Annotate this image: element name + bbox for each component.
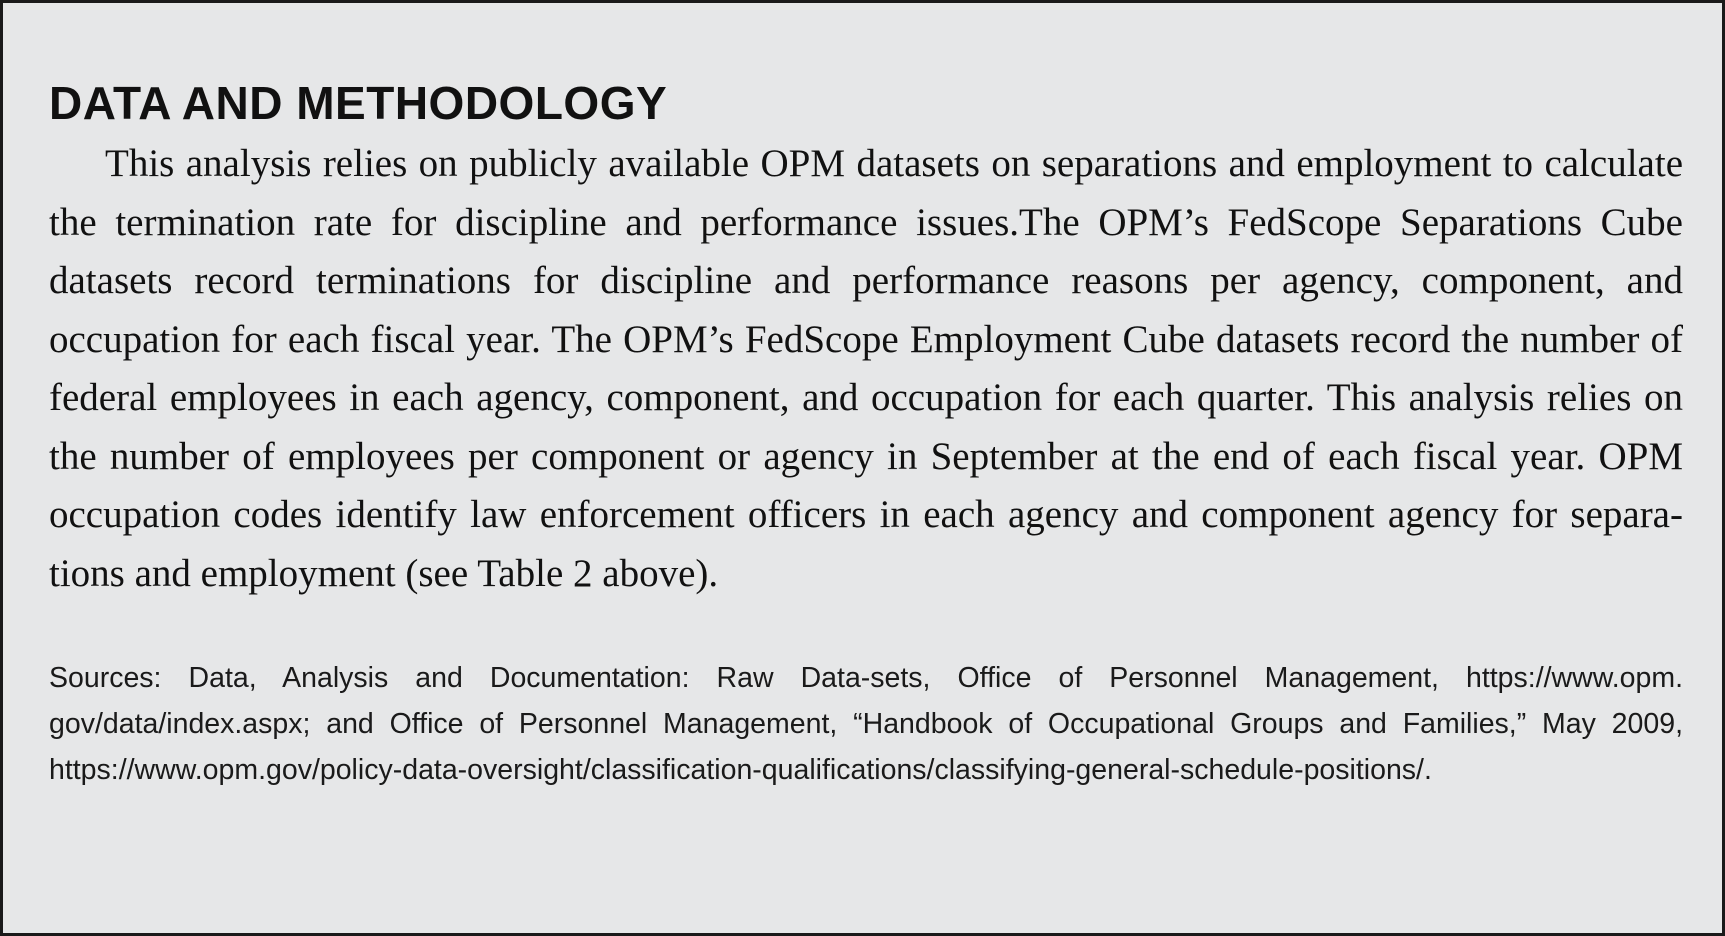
sidebar-heading: DATA AND METHODOLOGY: [49, 77, 668, 129]
sidebar-content: [49, 77, 1683, 793]
sources-note: Sources: Data, Analysis and Documentation: Raw Data-sets, Office of Personnel Management, https://www.opm.​gov/data/index.aspx; and Office of Personnel Management, “Handbook of Occupational Groups and Families,” May 2009, https://www.opm.gov/policy-data-oversight/classification-qualifications/classifying-general-schedule-positions/.: [49, 662, 1683, 786]
methodology-paragraph: This analysis relies on publicly available OPM datasets on separations and employment to calculate the termination rate for discipline and performance issues.The OPM’s FedScope Separations Cube datasets record terminations for discipline and performance reasons per agency, component, and occupation for each fiscal year. The OPM’s FedScope Employment Cube datasets record the number of federal employees in each agency, component, and occupation for each quarter. This analysis relies on the number of employees per component or agency in September at the end of each fiscal year. OPM occupation codes identify law enforcement officers in each agency and component agency for separations and employment (see Table 2 above).: [49, 142, 1683, 595]
